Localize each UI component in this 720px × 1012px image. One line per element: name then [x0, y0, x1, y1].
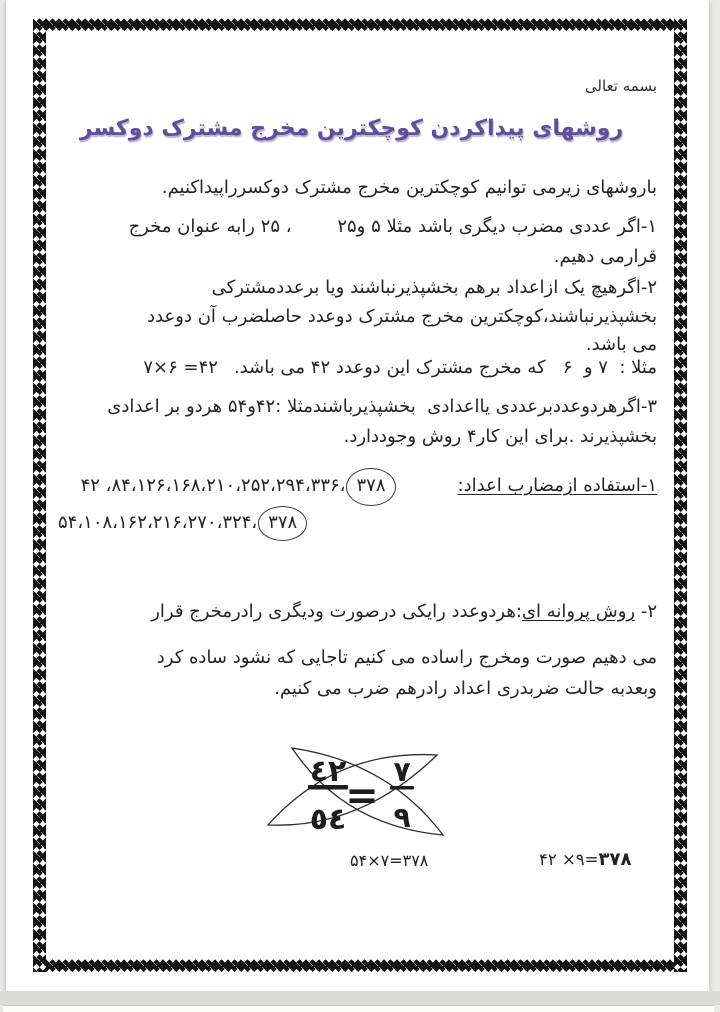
- besmellah-text: بسمه تعالی: [584, 77, 657, 95]
- left-denominator-54: ٥٤: [309, 802, 347, 837]
- butterfly-method-diagram: [256, 734, 451, 852]
- rule2-example-line: [143, 356, 657, 380]
- example-text: مثلا : ۷ و ۶ که مخرج مشترک این دوعدد ۴۲ می باشد.: [233, 357, 657, 378]
- example-equation: ۷×۶ =۴۲: [143, 357, 218, 378]
- method2-line3: وبعدبه حالت ضربدری اعداد رادرهم ضرب می کنیم.: [274, 678, 657, 699]
- multiples-54-list: ۵۴،۱۰۸،۱۶۲،۲۱۶،۲۷۰،۳۲۴،: [58, 512, 258, 533]
- rule1-line2: قرارمی دهیم.: [553, 246, 657, 267]
- multiples-of-54: [58, 506, 307, 541]
- circled-378-bottom: ۳۷۸: [258, 506, 307, 541]
- right-denominator-9: ٩: [393, 801, 411, 834]
- multiples-42-list: ۴۲ ،۸۴،۱۲۶،۱۶۸،۲۱۰،۲۵۲،۲۹۴،۳۳۶،: [80, 475, 346, 496]
- rule2-line3: می باشد.: [585, 334, 657, 355]
- equation-42x9-378: [539, 849, 631, 870]
- method2-number: ۲-: [635, 601, 657, 622]
- rule2-line1: ۲-اگرهیچ یک ازاعداد برهم بخشپذیرنباشند ویا برعددمشترکی: [211, 277, 657, 298]
- page-title: روشهای پیداکردن کوچکترین مخرج مشترک دوکسر: [79, 116, 624, 141]
- equation-54x7-378: ۵۴×۷=۳۷۸: [350, 851, 429, 870]
- method1-line: [81, 468, 657, 506]
- equation-42x9-left-side: ۴۲ ×۹=: [539, 850, 599, 869]
- ornamental-border-bottom: [33, 959, 687, 972]
- next-page-edge: [3, 1005, 714, 1012]
- page-gap: [0, 991, 720, 1005]
- multiples-of-42: [81, 468, 396, 506]
- method1-label: ۱-استفاده ازمضارب اعداد:: [457, 475, 657, 496]
- rule2-line2: بخشپذیرنباشند،کوچکترین مخرج مشترک دوعدد حاصلضرب آن دوعدد: [147, 306, 657, 327]
- left-numerator-42: ٤٢: [309, 754, 347, 789]
- method2-line1-rest: :هردوعدد رایکی درصورت ودیگری رادرمخرج قرار: [151, 601, 522, 622]
- equals-sign: =: [345, 773, 379, 819]
- equation-42x9-result-bold: ۳۷۸: [598, 849, 632, 870]
- rule3-line2: بخشپذیرند .برای این کار۴ روش وجوددارد.: [343, 426, 657, 447]
- rule3-line1: ۳-اگرهردوعددبرعددی یااعدادی بخشپذیرباشندمثلا :۴۲و۵۴ هردو بر اعدادی: [107, 396, 657, 417]
- method2-line1: [151, 600, 657, 624]
- ornamental-border-left: [33, 18, 46, 972]
- method2-label: روش پروانه ای: [521, 601, 636, 622]
- intro-line: باروشهای زیرمی توانیم کوچکترین مخرج مشترک دوکسرراپیداکنیم.: [161, 177, 657, 198]
- circled-378-top: ۳۷۸: [346, 468, 395, 506]
- method2-line2: می دهیم صورت ومخرج راساده می کنیم تاجایی که نشود ساده کرد: [156, 647, 657, 668]
- ornamental-border-top: [33, 18, 687, 31]
- rule1-line1: ۱-اگر عددی مضرب دیگری باشد مثلا ۵ و۲۵ ، ۲۵ رابه عنوان مخرج: [128, 216, 657, 237]
- right-numerator-7: ٧: [393, 755, 411, 788]
- ornamental-border-right: [674, 18, 687, 972]
